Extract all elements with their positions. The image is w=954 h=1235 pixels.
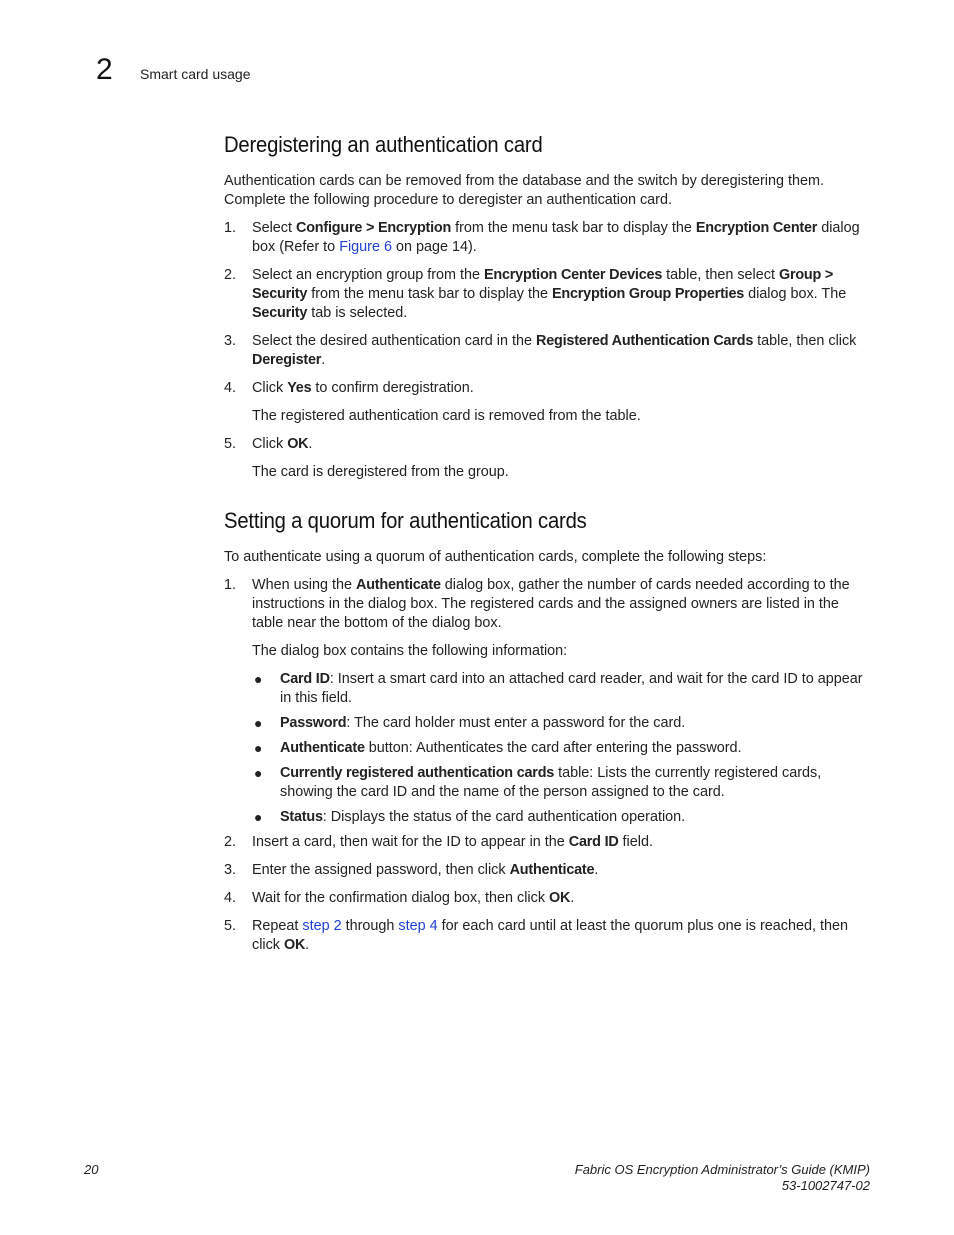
ui-term: Encryption Center bbox=[695, 220, 818, 236]
step-text: Repeat bbox=[252, 918, 303, 934]
step-text: field. bbox=[618, 834, 653, 850]
ui-term: Password bbox=[280, 715, 347, 731]
step-text: Click bbox=[252, 380, 288, 396]
step-text: to confirm deregistration. bbox=[311, 380, 474, 396]
step-text: dialog box. The bbox=[744, 286, 847, 302]
step-text: for each card until at least the quorum plus one is reached, then click bbox=[252, 918, 849, 953]
step-text: Enter the assigned password, then click bbox=[252, 862, 510, 878]
step-text: Select bbox=[252, 220, 296, 236]
step-text: . bbox=[594, 862, 599, 878]
step-number: 4. bbox=[224, 380, 237, 396]
list-item bbox=[252, 670, 870, 708]
step-text: Wait for the confirmation dialog box, then click bbox=[252, 890, 550, 906]
list-text: : Displays the status of the card authentication operation. bbox=[322, 809, 686, 825]
ui-term: Card ID bbox=[568, 834, 619, 850]
step-note: The dialog box contains the following information: bbox=[252, 643, 568, 659]
figure-link[interactable]: Figure 6 bbox=[339, 239, 392, 255]
step-number: 4. bbox=[224, 890, 237, 906]
deregister-step-1 bbox=[224, 219, 870, 257]
step-text: from the menu task bar to display the bbox=[307, 286, 552, 302]
ui-term: Registered Authentication Cards bbox=[536, 333, 754, 349]
ui-term: OK bbox=[287, 436, 309, 452]
step-text: dialog box, gather the number of cards needed according to the instructions in the dialog box. The registered cards and the assigned owners are listed in the table near the bottom of the dialog box. bbox=[252, 577, 850, 631]
step-text: Select the desired authentication card in the bbox=[252, 333, 536, 349]
step-text: on page 14). bbox=[391, 239, 477, 255]
bullet-icon: ● bbox=[254, 740, 263, 756]
step-text: . bbox=[308, 436, 313, 452]
ui-term: Deregister bbox=[252, 352, 322, 368]
step-result: The card is deregistered from the group. bbox=[252, 464, 509, 480]
step-text: through bbox=[341, 918, 399, 934]
quorum-step-5 bbox=[224, 917, 870, 955]
deregister-step-2 bbox=[224, 266, 870, 323]
step-text: table, then click bbox=[753, 333, 857, 349]
ui-term: Encryption Group Properties bbox=[551, 286, 745, 302]
page-number: 20 bbox=[84, 1162, 99, 1177]
deregister-step-3 bbox=[224, 332, 870, 370]
list-text: table: Lists the currently registered cards, showing the card ID and the name of the person assigned to the card. bbox=[280, 765, 822, 800]
ui-term: Yes bbox=[287, 380, 312, 396]
ui-term: Authenticate bbox=[356, 577, 441, 593]
ui-term: Group > Security bbox=[252, 267, 834, 302]
section-heading-quorum: Setting a quorum for authentication cards bbox=[224, 508, 587, 533]
section-intro-quorum: To authenticate using a quorum of authentication cards, complete the following steps: bbox=[224, 549, 767, 565]
step-number: 3. bbox=[224, 333, 237, 349]
step-text: Select an encryption group from the bbox=[252, 267, 484, 283]
dialog-info-list bbox=[224, 670, 870, 827]
step-2-link[interactable]: step 2 bbox=[302, 918, 342, 934]
step-text: tab is selected. bbox=[307, 305, 408, 321]
list-item bbox=[252, 808, 870, 827]
footer-doc-title: Fabric OS Encryption Administrator’s Guide (KMIP) bbox=[574, 1162, 870, 1177]
step-number: 3. bbox=[224, 862, 237, 878]
step-number: 1. bbox=[224, 577, 237, 593]
step-text: table, then select bbox=[662, 267, 779, 283]
page-content bbox=[224, 130, 870, 964]
list-text: button: Authenticates the card after entering the password. bbox=[364, 740, 742, 756]
list-text: : The card holder must enter a password for the card. bbox=[346, 715, 686, 731]
step-4-link[interactable]: step 4 bbox=[398, 918, 438, 934]
step-number: 5. bbox=[224, 436, 237, 452]
ui-term: Authenticate bbox=[509, 862, 595, 878]
chapter-number: 2 bbox=[96, 53, 113, 86]
list-item bbox=[252, 714, 870, 733]
footer-doc-info bbox=[575, 1162, 870, 1194]
footer-doc-number: 53-1002747-02 bbox=[781, 1178, 870, 1193]
section-heading-deregister: Deregistering an authentication card bbox=[224, 132, 543, 157]
ui-term: Status bbox=[280, 809, 323, 825]
quorum-step-2 bbox=[224, 833, 870, 852]
quorum-step-3 bbox=[224, 861, 870, 880]
step-text: . bbox=[305, 937, 310, 953]
ui-term: Security bbox=[252, 305, 308, 321]
ui-term: OK bbox=[549, 890, 571, 906]
ui-term: Authenticate bbox=[280, 740, 365, 756]
step-number: 2. bbox=[224, 267, 237, 283]
step-number: 5. bbox=[224, 918, 237, 934]
bullet-icon: ● bbox=[254, 671, 263, 687]
step-text: dialog box (Refer to bbox=[252, 220, 860, 255]
quorum-step-4 bbox=[224, 889, 870, 908]
step-text: . bbox=[321, 352, 326, 368]
deregister-step-5 bbox=[224, 435, 870, 454]
ui-term: OK bbox=[283, 937, 306, 953]
step-text: from the menu task bar to display the bbox=[451, 220, 696, 236]
bullet-icon: ● bbox=[254, 765, 263, 781]
step-text: Click bbox=[252, 436, 288, 452]
bullet-icon: ● bbox=[254, 809, 263, 825]
step-text: Insert a card, then wait for the ID to appear in the bbox=[252, 834, 569, 850]
section-intro-deregister: Authentication cards can be removed from the database and the switch by deregistering them. Complete the following procedure to deregister an authentication card. bbox=[224, 173, 824, 208]
running-header-title: Smart card usage bbox=[140, 66, 251, 82]
ui-term: Configure > Encryption bbox=[296, 220, 452, 236]
ui-term: Encryption Center Devices bbox=[483, 267, 663, 283]
list-item bbox=[252, 764, 870, 802]
bullet-icon: ● bbox=[254, 715, 263, 731]
step-number: 2. bbox=[224, 834, 237, 850]
step-text: . bbox=[570, 890, 575, 906]
step-number: 1. bbox=[224, 220, 237, 236]
ui-term: Currently registered authentication cards bbox=[280, 765, 555, 781]
list-item bbox=[252, 739, 870, 758]
list-text: : Insert a smart card into an attached card reader, and wait for the card ID to appear in this field. bbox=[280, 671, 863, 706]
ui-term: Card ID bbox=[280, 671, 330, 687]
deregister-step-4 bbox=[224, 379, 870, 398]
step-result: The registered authentication card is removed from the table. bbox=[252, 408, 641, 424]
step-text: When using the bbox=[252, 577, 356, 593]
quorum-step-1 bbox=[224, 576, 870, 633]
